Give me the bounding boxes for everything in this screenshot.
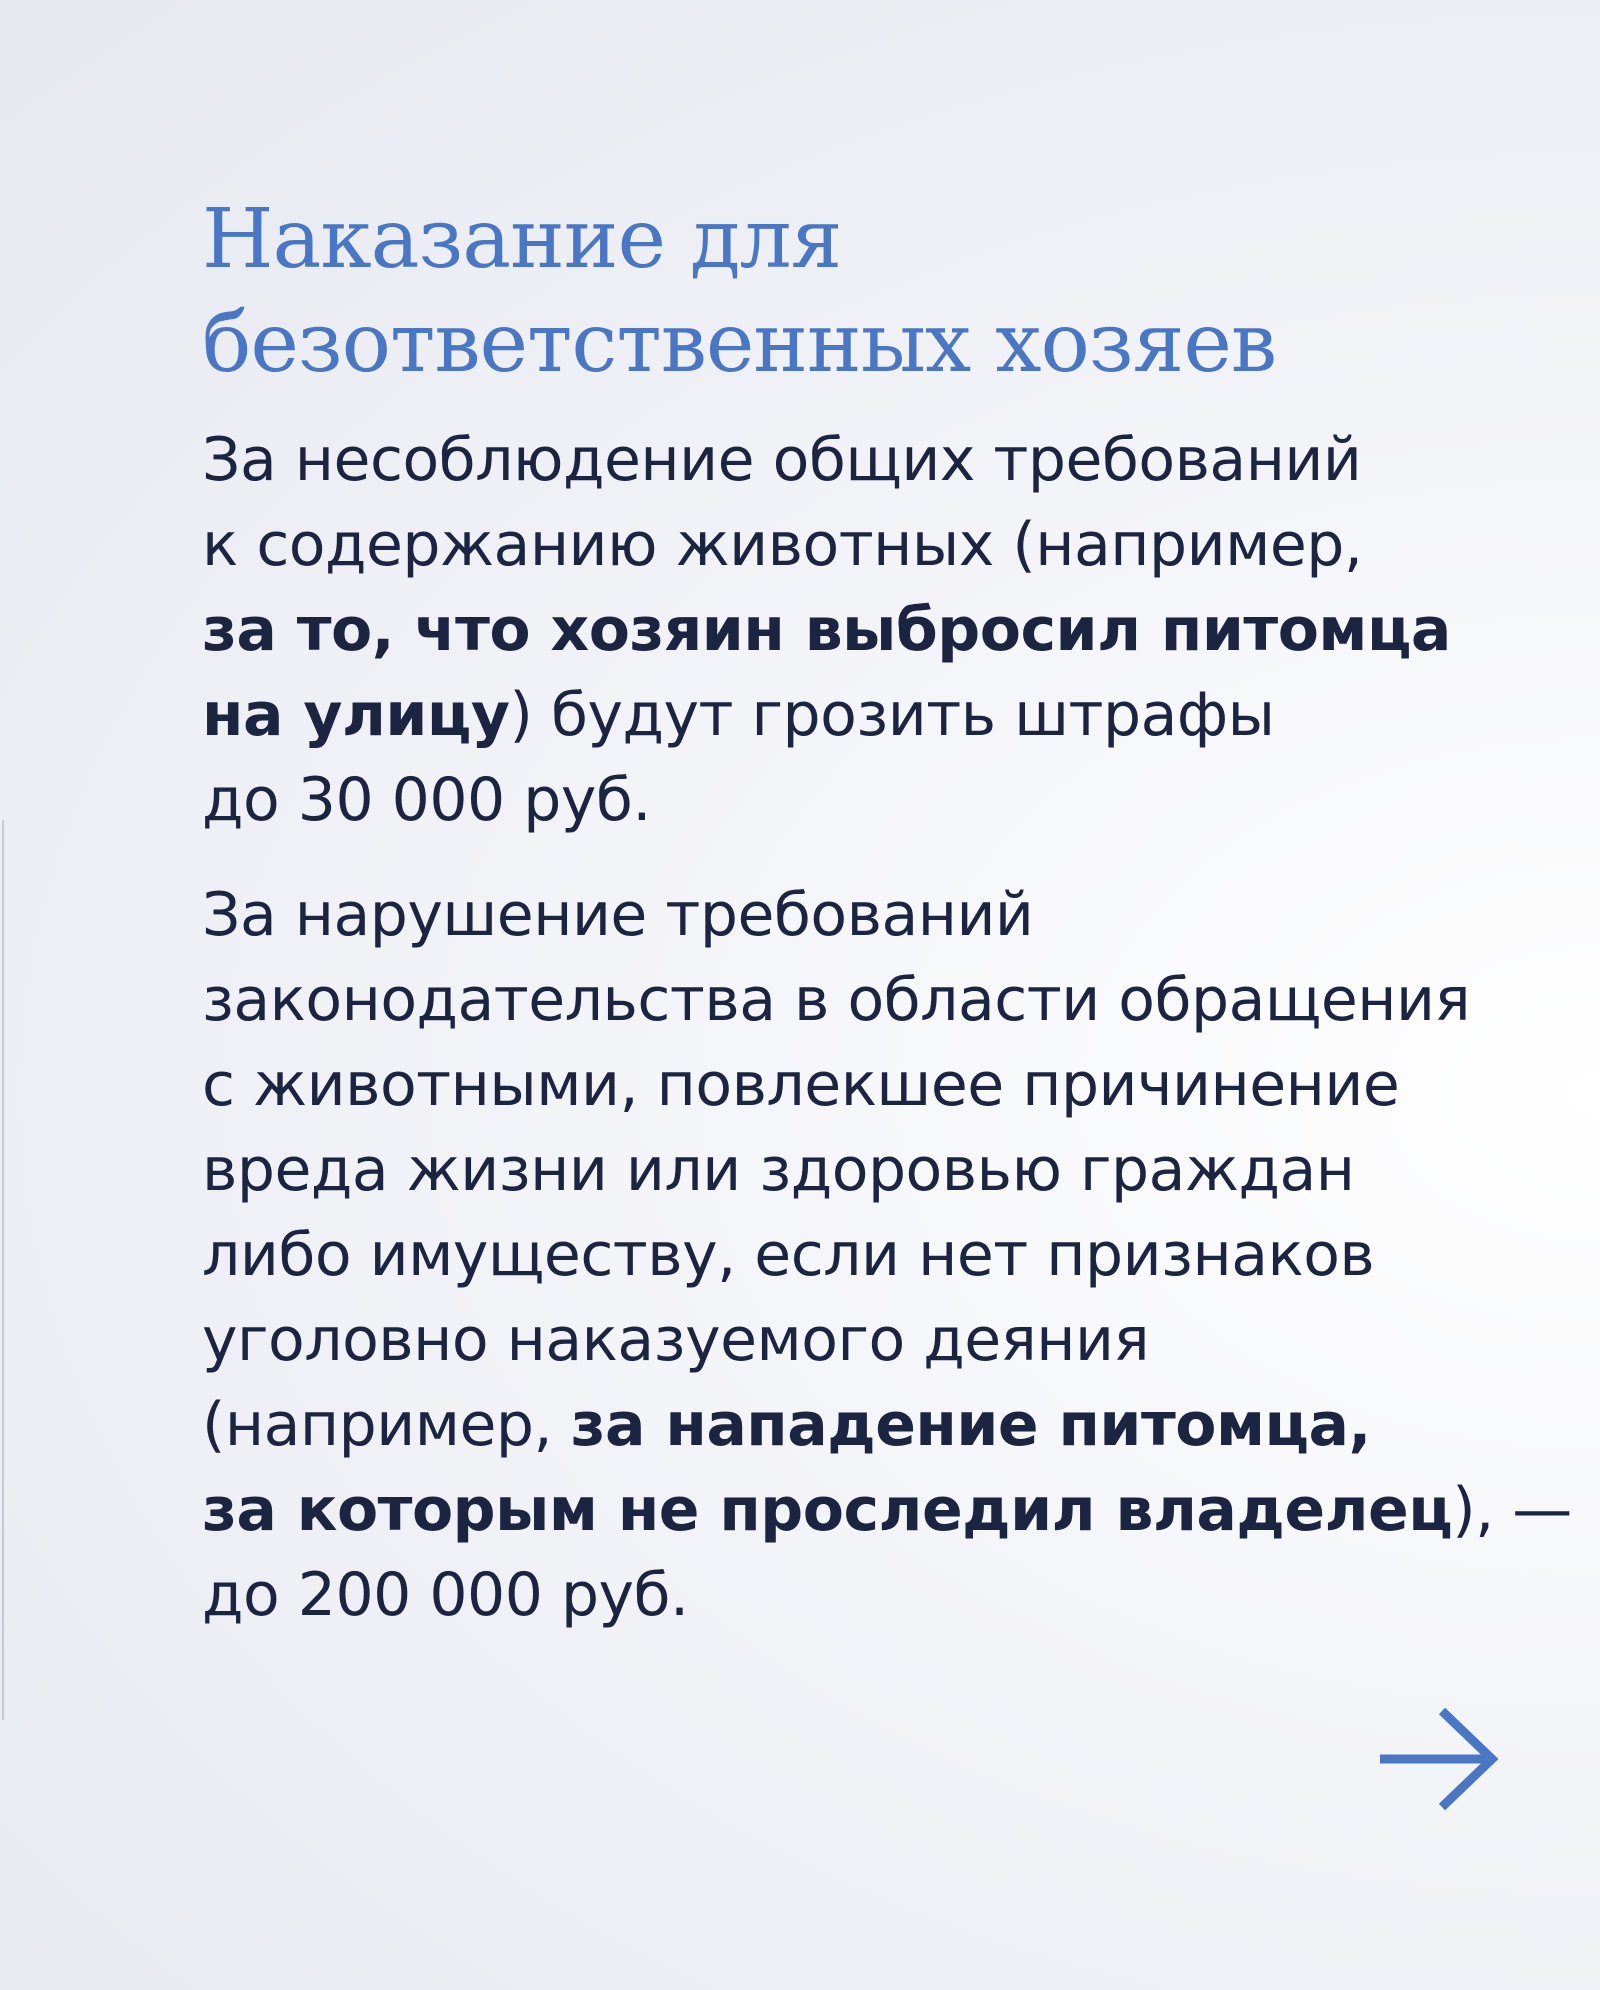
text-fragment: (например,	[202, 1390, 571, 1460]
text-line: либо имуществу, если нет признаков	[202, 1220, 1375, 1290]
text-line: к содержанию животных (например,	[202, 510, 1363, 580]
paragraph-fines-general	[202, 418, 1532, 843]
edge-divider	[2, 820, 4, 1720]
text-fragment: ) будут грозить штрафы	[509, 680, 1275, 750]
text-line	[202, 673, 1532, 758]
text-fragment: ), —	[1452, 1475, 1572, 1545]
text-line: с животными, повлекшее причинение	[202, 1050, 1400, 1120]
bold-fragment: на улицу	[202, 680, 510, 750]
text-line: вреда жизни или здоровью граждан	[202, 1135, 1355, 1205]
text-line	[202, 1383, 1532, 1468]
next-slide-button[interactable]	[1376, 1704, 1504, 1814]
text-line: За нарушение требований	[202, 880, 1034, 950]
text-line	[202, 1468, 1572, 1553]
title-line-2: безответственных хозяев	[202, 296, 1277, 391]
bold-fragment: за которым не проследил владелец	[202, 1475, 1453, 1545]
title-line-1: Наказание для	[202, 192, 842, 287]
slide-title	[202, 188, 1402, 396]
text-line: За несоблюдение общих требований	[202, 425, 1362, 495]
fine-amount-30000: до 30 000 руб.	[202, 765, 651, 835]
bold-fragment: за нападение питомца,	[570, 1390, 1371, 1460]
text-line: законодательства в области обращения	[202, 965, 1471, 1035]
arrow-right-icon	[1376, 1704, 1504, 1814]
paragraph-fines-harm	[202, 873, 1572, 1638]
slide-body	[202, 418, 1572, 1638]
fine-amount-200000: до 200 000 руб.	[202, 1560, 689, 1630]
text-line: уголовно наказуемого деяния	[202, 1305, 1150, 1375]
text-line-bold: за то, что хозяин выбросил питомца	[202, 595, 1451, 665]
